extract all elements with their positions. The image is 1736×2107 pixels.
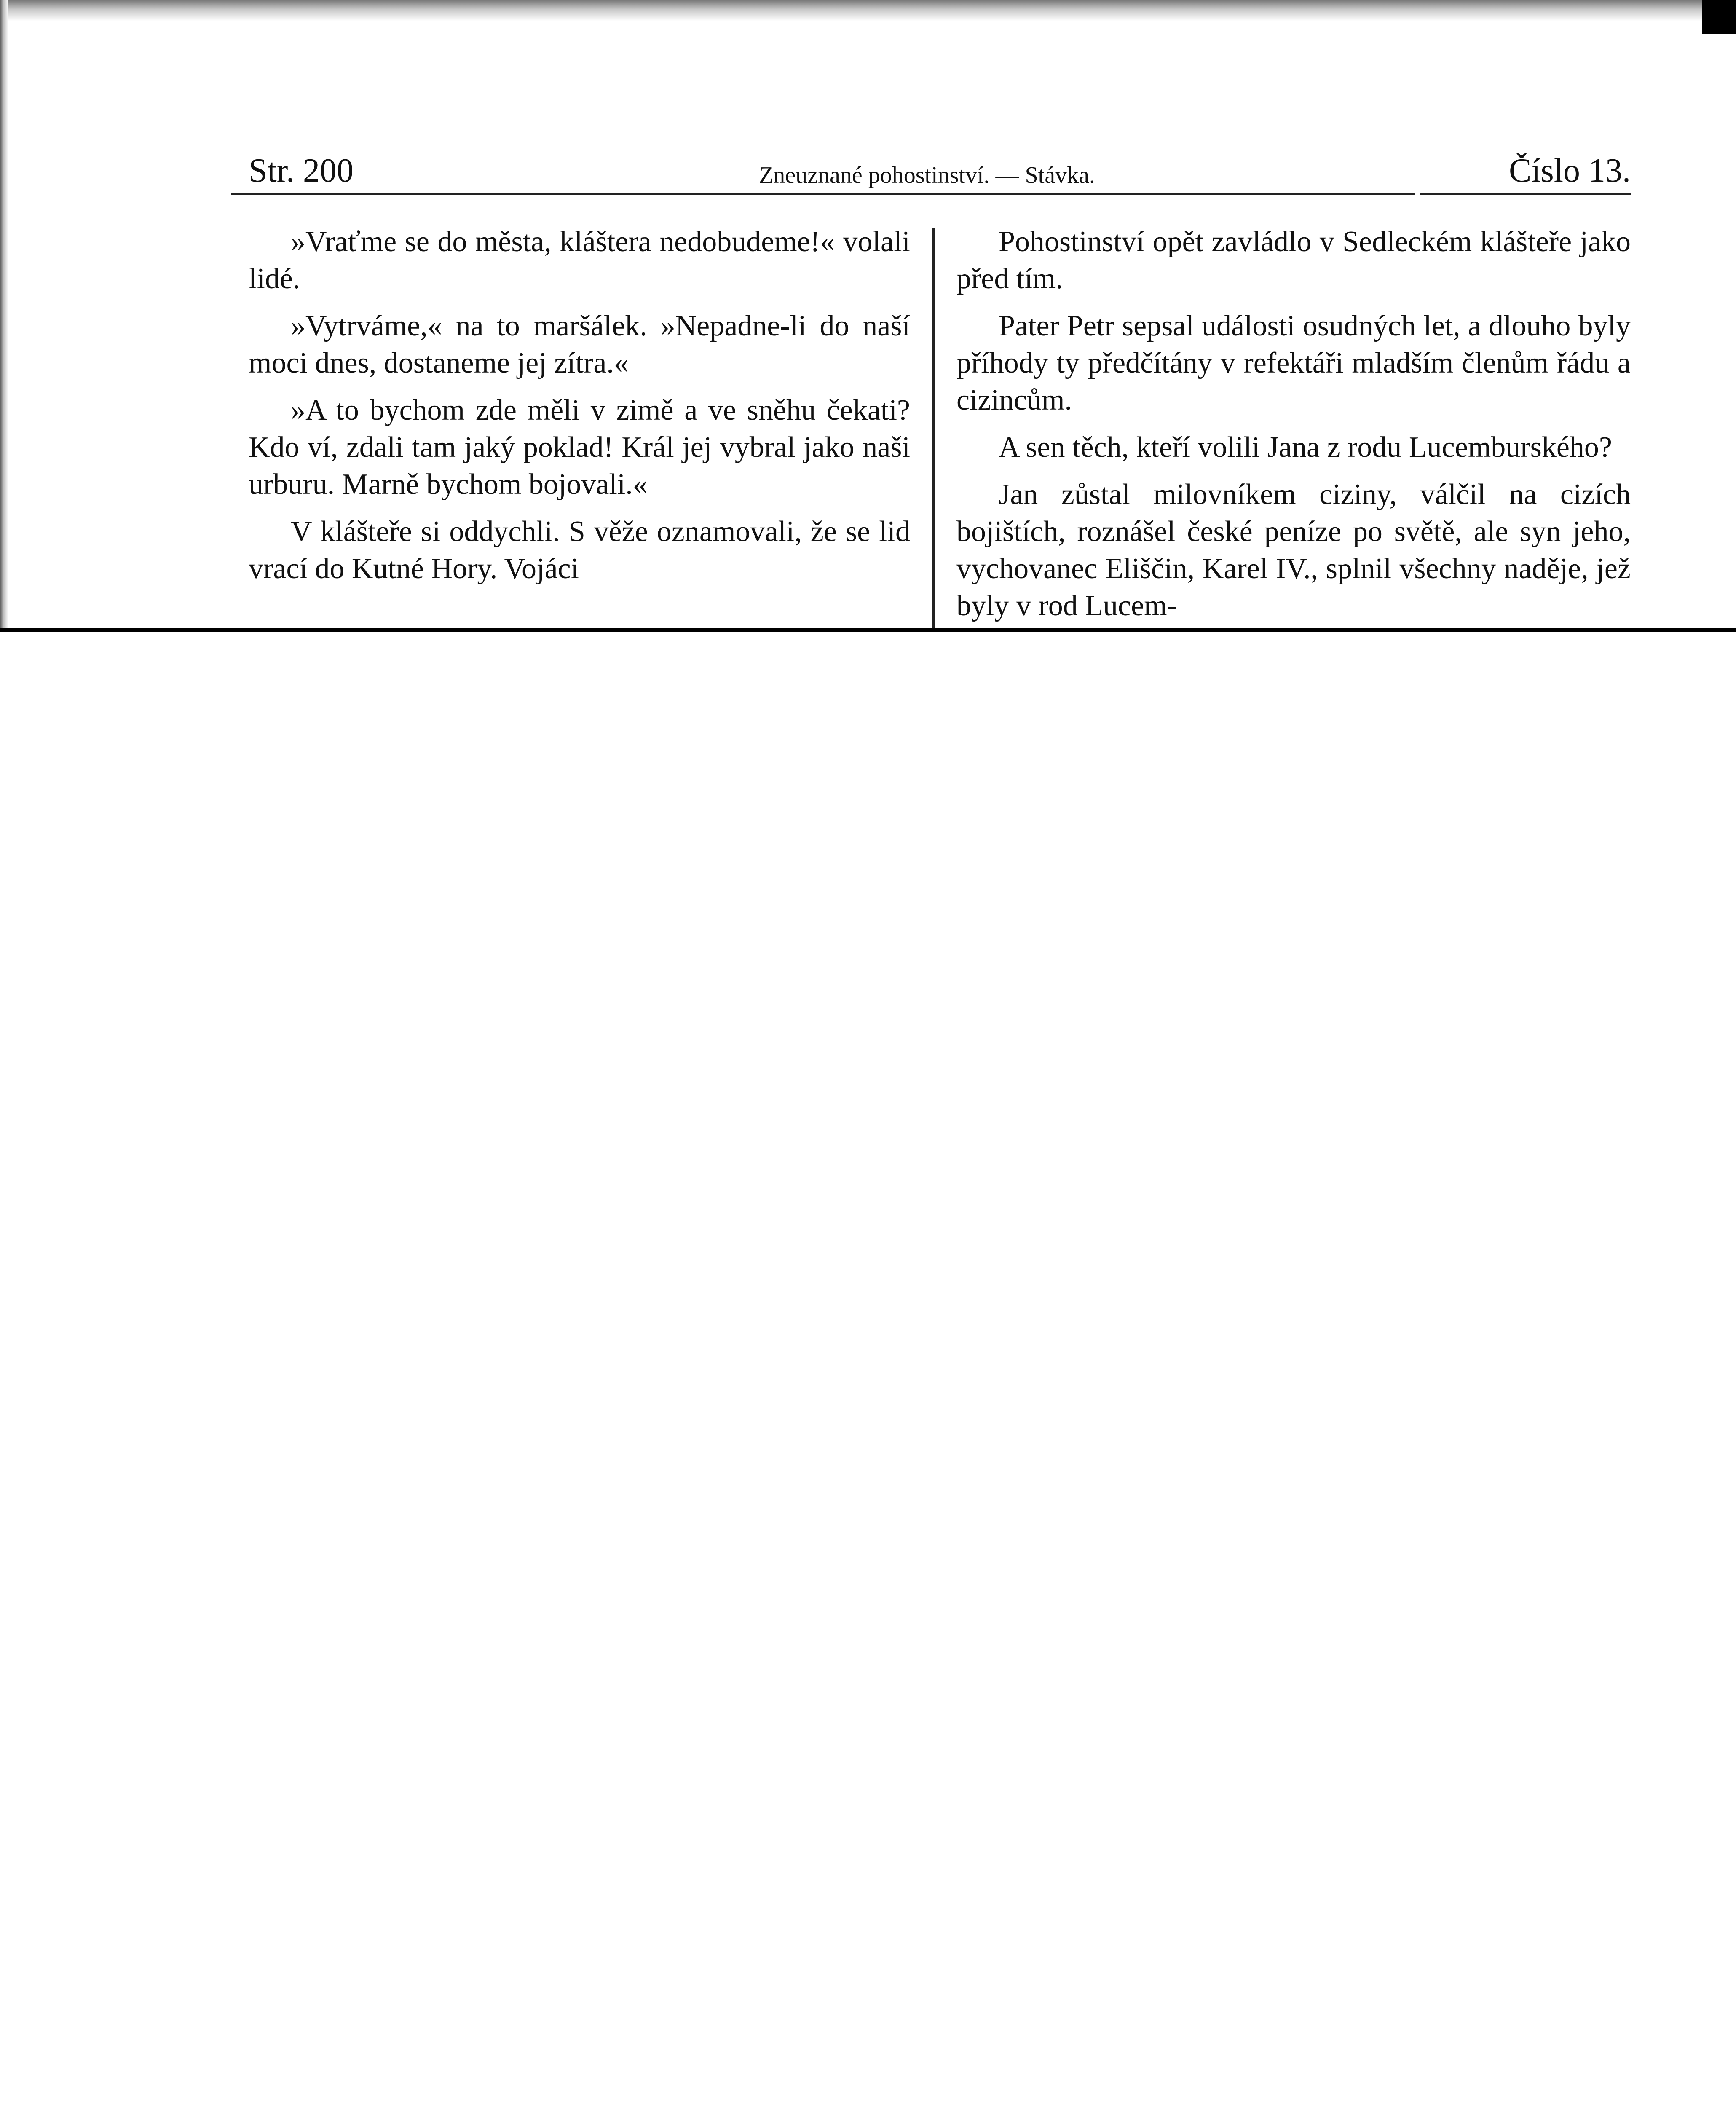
page-header (223, 143, 1631, 194)
paragraph: Pohostinství opět zavládlo v Sedleckém klášteře jako před tím. (956, 225, 1631, 295)
paragraph: »Vraťme se do města, kláštera nedobudeme!« volali lidé. (249, 225, 910, 295)
paragraph: Jan zůstal milovníkem ciziny, válčil na cizích bojištích, roznášel české peníze po světě, ale syn jeho, vychovanec Eliščin, Karel IV., splnil všechny naděje, jež byly v rod Lucem- (956, 478, 1631, 622)
running-title: Zneuznané pohostinství. — Stávka. (759, 162, 1095, 188)
paragraph: »Vytrváme,« na to maršálek. »Nepadne-li do naší moci dnes, dostaneme jej zítra.« (249, 310, 910, 379)
issue-number: Číslo 13. (1509, 152, 1631, 189)
paragraph: A sen těch, kteří volili Jana z rodu Lucemburského? (999, 431, 1612, 464)
paragraph: »A to bychom zde měli v zimě a ve sněhu čekati? Kdo ví, zdali tam jaký poklad! Král jej vybral jako naši urburu. Marně bychom bojovali.« (249, 394, 910, 501)
left-column (249, 223, 910, 598)
scan-corner (1702, 0, 1736, 34)
scanned-page (0, 0, 1736, 632)
right-column (956, 223, 1631, 632)
paragraph: Pater Petr sepsal události osudných let, a dlouho byly příhody ty předčítány v refektáři mladším členům řádu a cizincům. (956, 310, 1631, 416)
page-top-edge-shadow (0, 0, 1736, 21)
header-rule-left (231, 193, 1415, 195)
page-left-edge-shadow (0, 0, 8, 632)
paragraph: V klášteře si oddychli. S věže oznamovali, že se lid vrací do Kutné Hory. Vojáci (249, 515, 910, 585)
crop-edge (0, 628, 1736, 632)
page-number: Str. 200 (249, 152, 354, 189)
header-rule-right (1420, 193, 1631, 195)
column-divider (932, 228, 935, 632)
